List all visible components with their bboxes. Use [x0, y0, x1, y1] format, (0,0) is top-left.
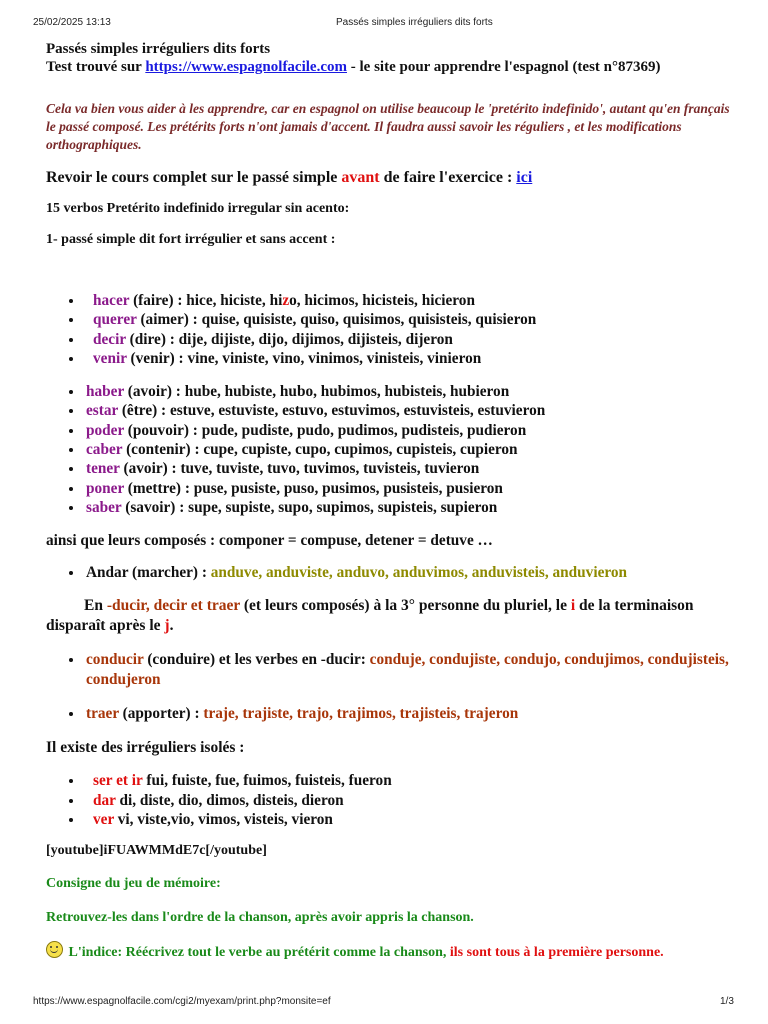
- youtube-tag: [youtube]iFUAWMMdE7c[/youtube]: [46, 843, 267, 859]
- retrouvez-line: Retrouvez-les dans l'ordre de la chanson, après avoir appris la chanson.: [46, 910, 474, 926]
- ici-link[interactable]: ici: [516, 169, 533, 186]
- list-item: • caber (contenir) : cupe, cupiste, cupo, cupimos, cupisteis, cupieron: [84, 440, 736, 459]
- verb-list-1: [46, 291, 736, 368]
- list-item: • venir (venir) : vine, viniste, vino, vinimos, vinisteis, vinieron: [84, 349, 736, 368]
- site-link[interactable]: https://www.espagnolfacile.com: [145, 59, 347, 75]
- list-item: • saber (savoir) : supe, supiste, supo, supimos, supisteis, supieron: [84, 498, 736, 517]
- print-doc-title: Passés simples irréguliers dits forts: [336, 17, 493, 28]
- smiley-icon: [46, 941, 63, 958]
- list-item: • ver vi, viste,vio, vimos, visteis, vieron: [84, 810, 736, 829]
- isolated-list: [46, 771, 736, 829]
- page-title: Passés simples irréguliers dits forts: [46, 41, 271, 57]
- consigne-heading: Consigne du jeu de mémoire:: [46, 876, 221, 892]
- revoir-line: Revoir le cours complet sur le passé simple avant de faire l'exercice : ici: [46, 169, 533, 186]
- composes-line: ainsi que leurs composés : componer = compuse, detener = detuve …: [46, 532, 493, 550]
- list-item: • poner (mettre) : puse, pusiste, puso, pusimos, pusisteis, pusieron: [84, 479, 736, 498]
- page-number: 1/3: [720, 996, 734, 1007]
- intro-paragraph: Cela va bien vous aider à les apprendre, car en espagnol on utilise beaucoup le 'pretérito indefinido', autant qu'en français le passé composé. Les prétérits forts n'ont jamais d'accent. Il faudra aussi savoir les réguliers , et les modifications orthographiques.: [46, 101, 730, 152]
- avant-word: avant: [341, 169, 380, 186]
- list-item: • decir (dire) : dije, dijiste, dijo, dijimos, dijisteis, dijeron: [84, 330, 736, 349]
- list-item: • traer (apporter) : traje, trajiste, trajo, trajimos, trajisteis, trajeron: [84, 704, 736, 724]
- list-item: • dar di, diste, dio, dimos, disteis, dieron: [84, 791, 736, 810]
- source-line: Test trouvé sur https://www.espagnolfacile.com - le site pour apprendre l'espagnol (test n°87369): [46, 59, 661, 75]
- conducir-list: [46, 650, 736, 690]
- isoles-heading: Il existe des irréguliers isolés :: [46, 739, 245, 757]
- indice-line: L'indice: Réécrivez tout le verbe au prétérit comme la chanson, ils sont tous à la première personne.: [46, 941, 736, 962]
- section1-heading: 1- passé simple dit fort irrégulier et sans accent :: [46, 232, 336, 247]
- traer-list: [46, 704, 736, 724]
- print-url: https://www.espagnolfacile.com/cgi2/myexam/print.php?monsite=ef: [33, 996, 331, 1007]
- list-item: • estar (être) : estuve, estuviste, estuvo, estuvimos, estuvisteis, estuvieron: [84, 401, 736, 420]
- list-item: • querer (aimer) : quise, quisiste, quiso, quisimos, quisisteis, quisieron: [84, 310, 736, 329]
- list-item: • tener (avoir) : tuve, tuviste, tuvo, tuvimos, tuvisteis, tuvieron: [84, 459, 736, 478]
- list-item: • conducir (conduire) et les verbes en -ducir: conduje, condujiste, condujo, condujimos, condujisteis, condujeron: [84, 650, 736, 690]
- fifteen-verbs-heading: 15 verbos Pretérito indefinido irregular sin acento:: [46, 201, 350, 216]
- verb-list-2: [46, 382, 736, 517]
- document-body: [46, 40, 736, 962]
- print-datetime: 25/02/2025 13:13: [33, 17, 111, 28]
- list-item: • hacer (faire) : hice, hiciste, hizo, hicimos, hicisteis, hicieron: [84, 291, 736, 310]
- andar-list: [46, 563, 736, 583]
- list-item: • haber (avoir) : hube, hubiste, hubo, hubimos, hubisteis, hubieron: [84, 382, 736, 401]
- list-item: • poder (pouvoir) : pude, pudiste, pudo, pudimos, pudisteis, pudieron: [84, 421, 736, 440]
- list-item: • Andar (marcher) : anduve, anduviste, anduvo, anduvimos, anduvisteis, anduvieron: [84, 563, 736, 583]
- list-item: • ser et ir fui, fuiste, fue, fuimos, fuisteis, fueron: [84, 771, 736, 790]
- ducir-rule: En -ducir, decir et traer (et leurs composés) à la 3° personne du pluriel, le i de la terminaison disparaît après le j.: [46, 597, 694, 635]
